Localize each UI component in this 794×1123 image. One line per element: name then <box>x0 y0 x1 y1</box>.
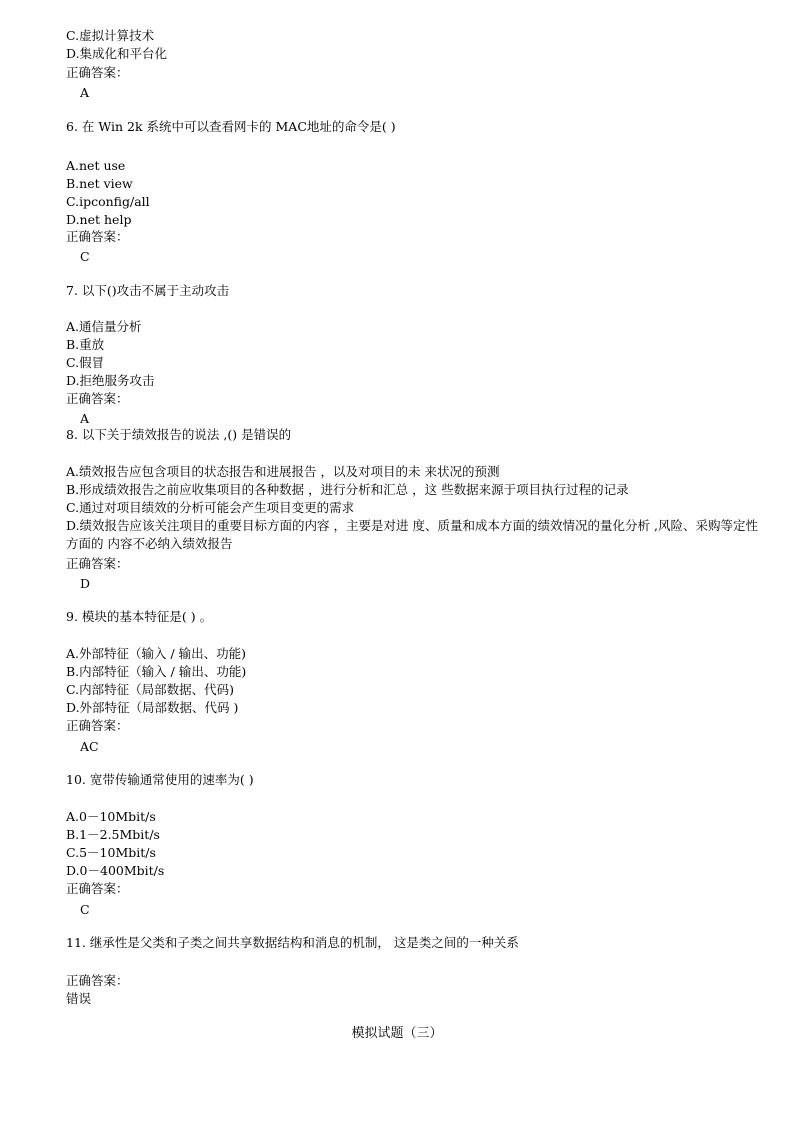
q6-option-a: A.net use <box>66 158 126 173</box>
q10-option-b: B.1－2.5Mbit/s <box>66 827 160 842</box>
q10-answer: C <box>80 902 90 917</box>
q8-answer: D <box>80 576 91 591</box>
q8-option-c: C.通过对项目绩效的分析可能会产生项目变更的需求 <box>66 500 355 515</box>
q6-answer: C <box>80 249 90 264</box>
q10-option-d: D.0－400Mbit/s <box>66 863 165 878</box>
q5-answer: A <box>80 85 90 100</box>
q6-option-b: B.net view <box>66 176 133 191</box>
q9-option-d: D.外部特征（局部数据、代码 ) <box>66 700 239 715</box>
q5-answer-label: 正确答案： <box>66 65 129 80</box>
q6-option-d: D.net help <box>66 212 132 227</box>
q8-option-a: A.绩效报告应包含项目的状态报告和进展报告 ，以及对项目的未 来状况的预测 <box>66 464 500 479</box>
q7-option-d: D.拒绝服务攻击 <box>66 373 155 388</box>
q11-answer: 错误 <box>66 991 92 1006</box>
q5-option-c: C.虚拟计算技术 <box>66 28 155 43</box>
section-footer-title: 模拟试题（三） <box>351 1026 443 1041</box>
q9-option-c: C.内部特征（局部数据、代码) <box>66 682 234 697</box>
q10-option-a: A.0－10Mbit/s <box>66 809 156 824</box>
q8-option-b: B.形成绩效报告之前应收集项目的各种数据 ，进行分析和汇总 ，这 些数据来源于项目执行过程的记录 <box>66 482 629 497</box>
q9-answer: AC <box>80 739 99 754</box>
q7-option-c: C.假冒 <box>66 355 105 370</box>
q8-answer-label: 正确答案： <box>66 556 129 571</box>
q6-answer-label: 正确答案： <box>66 229 129 244</box>
q9-option-b: B.内部特征（输入 / 输出、功能) <box>66 664 247 679</box>
q11-answer-label: 正确答案： <box>66 973 129 988</box>
q7-option-b: B.重放 <box>66 337 105 352</box>
q11-stem: 11. 继承性是父类和子类之间共享数据结构和消息的机制， 这是类之间的一种关系 <box>66 935 519 950</box>
q7-stem: 7. 以下()攻击不属于主动攻击 <box>66 283 230 298</box>
q8-option-d: D.绩效报告应该关注项目的重要目标方面的内容 ，主要是对进 度、质量和成本方面的绩效情况的量化分析 ,风险、采购等定性方面的 内容不必纳入绩效报告 <box>66 518 758 551</box>
q6-option-c: C.ipconfig/all <box>66 194 150 209</box>
q9-answer-label: 正确答案： <box>66 718 129 733</box>
q8-stem: 8. 以下关于绩效报告的说法 ,() 是错误的 <box>66 427 292 442</box>
q10-option-c: C.5－10Mbit/s <box>66 845 156 860</box>
q7-option-a: A.通信量分析 <box>66 319 142 334</box>
q7-answer: A <box>80 411 90 426</box>
q10-answer-label: 正确答案： <box>66 881 129 896</box>
q9-option-a: A.外部特征（输入 / 输出、功能) <box>66 646 247 661</box>
q9-stem: 9. 模块的基本特征是( ) 。 <box>66 609 213 624</box>
q7-answer-label: 正确答案： <box>66 391 129 406</box>
q10-stem: 10. 宽带传输通常使用的速率为( ) <box>66 772 254 787</box>
q6-stem: 6. 在 Win 2k 系统中可以查看网卡的 MAC地址的命令是( ) <box>66 119 396 134</box>
q5-option-d: D.集成化和平台化 <box>66 46 168 61</box>
